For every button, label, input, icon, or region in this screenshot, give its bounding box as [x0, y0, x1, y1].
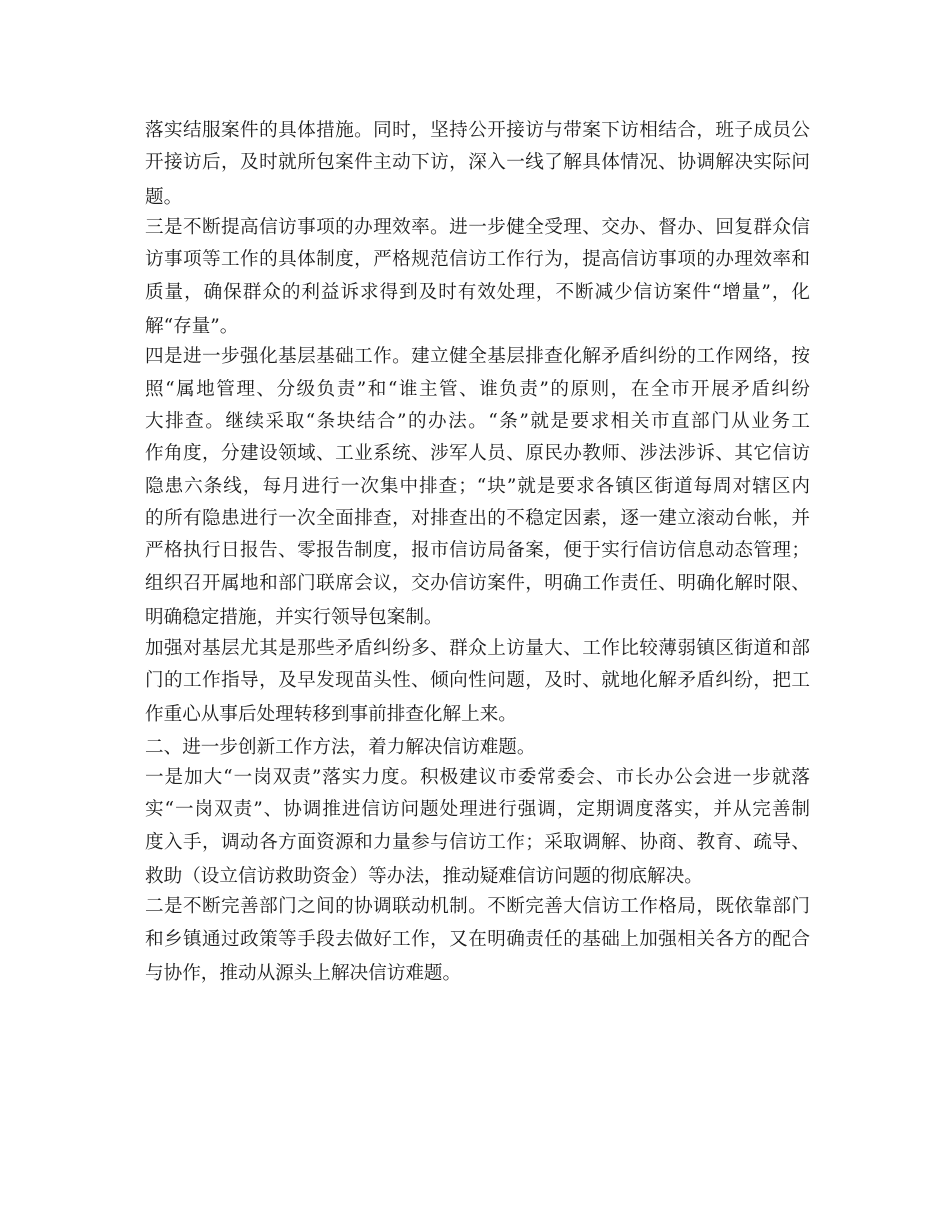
- text-line: 二是不断完善部门之间的协调联动机制。不断完善大信访工作格局，既依靠部门: [145, 896, 810, 918]
- text-line: 与协作，推动从源头上解决信访难题。: [145, 963, 462, 985]
- text-line: 作重心从事后处理转移到事前排查化解上来。: [145, 704, 517, 726]
- text-line: 照“属地管理、分级负责”和“谁主管、谁负责”的原则，在全市开展矛盾纠纷: [145, 378, 810, 400]
- text-line: 开接访后，及时就所包案件主动下访，深入一线了解具体情况、协调解决实际问: [145, 152, 810, 174]
- text-line: 门的工作指导，及早发现苗头性、倾向性问题，及时、就地化解矛盾纠纷，把工: [145, 669, 810, 691]
- text-line: 明确稳定措施，并实行领导包案制。: [145, 607, 443, 629]
- text-line: 严格执行日报告、零报告制度，报市信访局备案，便于实行信访信息动态管理；: [145, 540, 810, 562]
- text-line: 三是不断提高信访事项的办理效率。进一步健全受理、交办、督办、回复群众信: [145, 217, 810, 239]
- text-line: 一是加大“一岗双责”落实力度。积极建议市委常委会、市长办公会进一步就落: [145, 766, 810, 788]
- text-line: 组织召开属地和部门联席会议，交办信访案件，明确工作责任、明确化解时限、: [145, 572, 810, 594]
- text-line: 实“一岗双责”、协调推进信访问题处理进行强调，定期调度落实，并从完善制: [145, 799, 810, 821]
- text-line: 的所有隐患进行一次全面排查，对排查出的不稳定因素，逐一建立滚动台帐，并: [145, 508, 810, 530]
- text-line: 题。: [145, 186, 183, 208]
- text-line: 救助（设立信访救助资金）等办法，推动疑难信访问题的彻底解决。: [145, 866, 703, 888]
- text-line: 作角度，分建设领域、工业系统、涉军人员、原民办教师、涉法涉诉、其它信访: [145, 443, 810, 465]
- text-line: 四是进一步强化基层基础工作。建立健全基层排查化解矛盾纠纷的工作网络，按: [145, 346, 810, 368]
- text-line: 访事项等工作的具体制度，严格规范信访工作行为，提高信访事项的办理效率和: [145, 249, 810, 271]
- text-line: 度入手，调动各方面资源和力量参与信访工作；采取调解、协商、教育、疏导、: [145, 831, 810, 853]
- document-body: [145, 115, 810, 988]
- text-line: 加强对基层尤其是那些矛盾纠纷多、群众上访量大、工作比较薄弱镇区街道和部: [145, 637, 810, 659]
- text-line: 大排查。继续采取“条块结合”的办法。“条”就是要求相关市直部门从业务工: [145, 411, 810, 433]
- text-line: 和乡镇通过政策等手段去做好工作，又在明确责任的基础上加强相关各方的配合: [145, 928, 810, 950]
- text-line: 落实结服案件的具体措施。同时，坚持公开接访与带案下访相结合，班子成员公: [145, 120, 810, 141]
- text-line: 隐患六条线，每月进行一次集中排查；“块”就是要求各镇区街道每周对辖区内: [145, 475, 810, 497]
- text-line: 质量，确保群众的利益诉求得到及时有效处理，不断减少信访案件“增量”，化: [145, 281, 810, 303]
- section-heading: 二、进一步创新工作方法，着力解决信访难题。: [145, 736, 536, 758]
- text-line: 解“存量”。: [145, 316, 239, 338]
